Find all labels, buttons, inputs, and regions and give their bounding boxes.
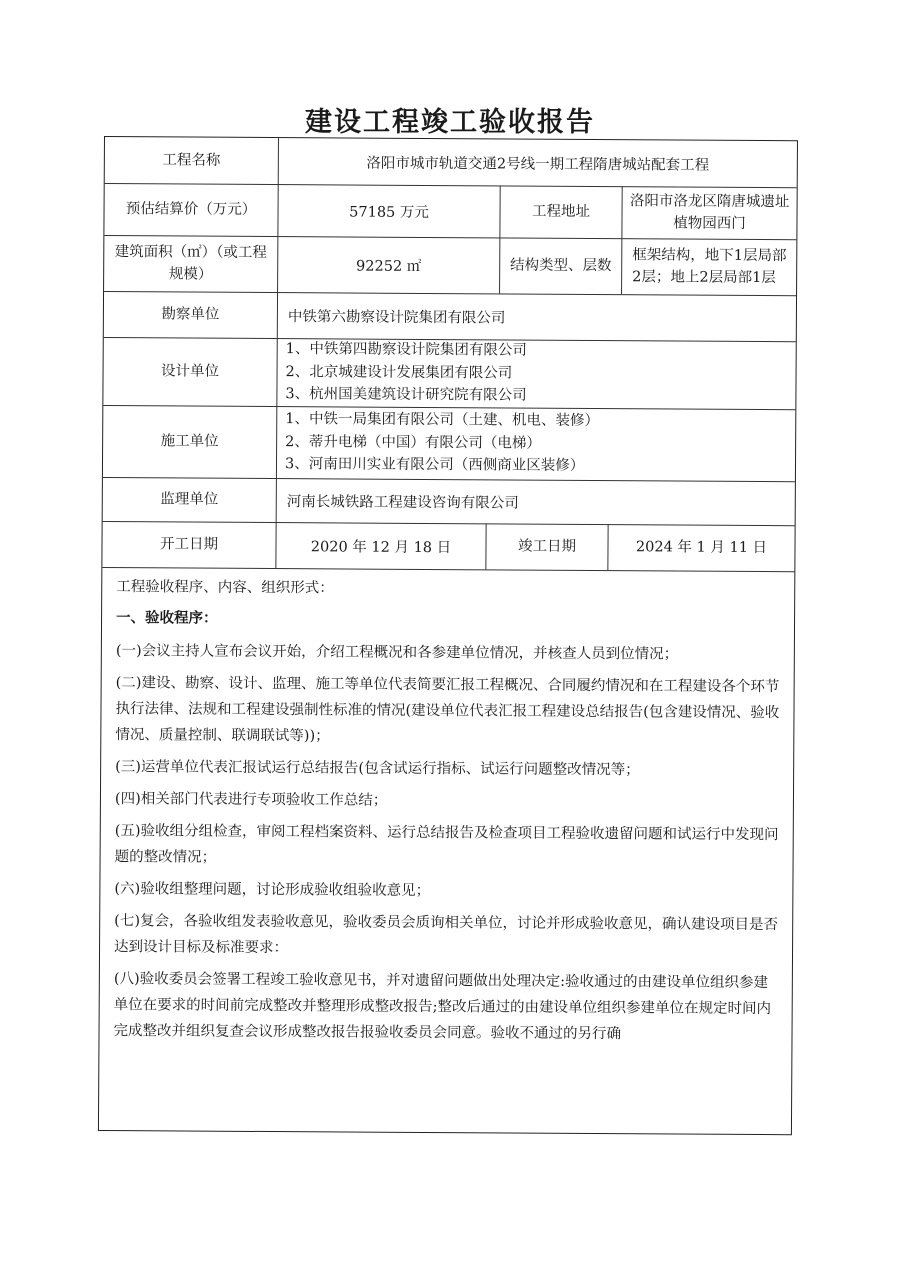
procedure-item: (二)建设、勘察、设计、监理、施工等单位代表简要汇报工程概况、合同履约情况和在工程建设各个环节执行法律、法规和工程建设强制性标准的情况(建设单位代表汇报工程建设总结报告(包含建设情况、验收情况、质量控制、联调联试等))； <box>115 675 780 745</box>
construction-unit-item: 1、中铁一局集团有限公司（土建、机电、装修） <box>285 411 600 430</box>
procedure-item: (六)验收组整理问题，讨论形成验收组验收意见； <box>114 881 431 900</box>
estimated-price-value: 57185 万元 <box>278 184 500 237</box>
procedure-intro: 工程验收程序、内容、组织形式： <box>116 579 334 597</box>
start-date-value: 2020 年 12 月 18 日 <box>276 522 486 569</box>
design-label: 设计单位 <box>103 337 277 406</box>
project-name-value: 洛阳市城市轨道交通2号线一期工程隋唐城站配套工程 <box>366 155 710 174</box>
procedure-section <box>113 574 784 1048</box>
design-unit-item: 2、北京城建设计发展集团有限公司 <box>285 363 513 382</box>
row-dates <box>102 521 794 572</box>
row-area-structure <box>104 235 796 296</box>
page-title: 建设工程竣工验收报告 <box>305 107 595 138</box>
end-date-label: 竣工日期 <box>486 523 608 570</box>
procedure-item: (八)验收委员会签署工程竣工验收意见书，并对遗留问题做出处理决定:验收通过的由建设单位组织参建单位在要求的时间前完成整改并整理形成整改报告;整改后通过的由建设单位组织参建单位在规定时间内完成整改并组织复查会议形成整改报告报验收委员会同意。验收不通过的另行确 <box>113 971 772 1043</box>
row-supervision <box>103 477 795 526</box>
procedure-item: (一)会议主持人宣布会议开始，介绍工程概况和各参建单位情况，并核查人员到位情况； <box>115 643 679 663</box>
structure-label: 结构类型、层数 <box>500 237 622 294</box>
row-price-address <box>104 183 796 240</box>
construction-unit-item: 2、蒂升电梯（中国）有限公司（电梯） <box>285 433 541 452</box>
project-name-label: 工程名称 <box>105 137 279 184</box>
procedure-item: (七)复会，各验收组发表验收意见，验收委员会质询相关单位，讨论并形成验收意见，确认建设项目是否达到设计目标及标准要求： <box>113 913 779 957</box>
survey-label: 勘察单位 <box>104 291 278 338</box>
start-date-label: 开工日期 <box>102 521 276 568</box>
area-label: 建筑面积（㎡）（或工程规模） <box>104 235 278 292</box>
end-date-value: 2024 年 1 月 11 日 <box>635 539 768 556</box>
procedure-item: (三)运营单位代表汇报试运行总结报告(包含试运行指标、试运行问题整改情况等； <box>115 759 640 779</box>
row-design <box>103 337 795 410</box>
construction-unit-item: 3、河南田川实业有限公司（西侧商业区装修） <box>284 456 585 475</box>
design-unit-item: 1、中铁第四勘察设计院集团有限公司 <box>285 341 527 359</box>
construction-label: 施工单位 <box>103 405 277 478</box>
structure-value: 框架结构，地下1层局部2层；地上2层局部1层 <box>632 246 787 287</box>
procedure-item: (四)相关部门代表进行专项验收工作总结； <box>114 791 388 809</box>
design-unit-item: 3、杭州国美建筑设计研究院有限公司 <box>285 386 527 404</box>
procedure-item: (五)验收组分组检查，审阅工程档案资料、运行总结报告及检查项目工程验收遗留问题和试运行中发现问题的整改情况； <box>114 823 779 866</box>
row-construction <box>103 405 795 482</box>
survey-value: 中铁第六勘察设计院集团有限公司 <box>287 308 506 326</box>
procedure-heading: 一、验收程序： <box>116 609 218 627</box>
supervision-label: 监理单位 <box>103 477 277 522</box>
construction-units <box>277 406 795 481</box>
area-value: 92252 ㎡ <box>278 236 500 293</box>
address-label: 工程地址 <box>500 185 622 238</box>
address-value: 洛阳市洛龙区隋唐城遗址植物园西门 <box>629 192 790 232</box>
estimated-price-label: 预估结算价（万元） <box>104 183 278 236</box>
row-survey <box>104 291 796 342</box>
row-project-name <box>105 137 797 188</box>
report-sheet <box>98 136 798 1135</box>
design-units <box>277 338 795 409</box>
supervision-value: 河南长城铁路工程建设咨询有限公司 <box>286 493 519 512</box>
